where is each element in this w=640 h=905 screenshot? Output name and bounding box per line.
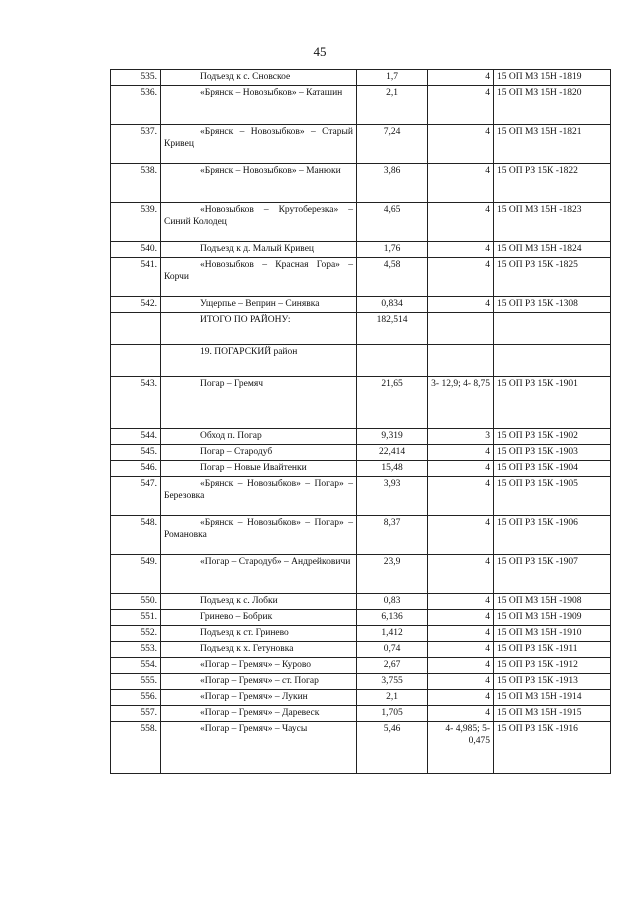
road-id-code: 15 ОП РЗ 15К -1911 [497,644,578,654]
road-length: 3,86 [383,166,401,176]
road-length-cell [357,203,428,242]
row-number-cell [111,706,161,722]
row-number: 552. [140,628,157,638]
road-category-cell [428,297,494,313]
road-category: 4 [485,260,490,270]
road-length: 23,9 [383,557,401,567]
row-number: 549. [140,557,157,567]
table-row [111,594,611,610]
road-id-code: 15 ОП МЗ 15Н -1823 [497,205,582,215]
road-id-code: 15 ОП РЗ 15К -1905 [497,479,578,489]
road-category-cell [428,674,494,690]
road-name: Подъезд к х. Гетуновка [200,644,294,654]
road-id-code: 15 ОП МЗ 15Н -1909 [497,612,582,622]
road-name-cell [161,516,357,555]
road-category: 4 [485,166,490,176]
road-name: «Брянск – Новозыбков» – Погар» – Березовка [164,479,353,501]
road-name-cell [161,258,357,297]
road-id-code-cell [494,164,611,203]
road-length: 4,58 [383,260,401,270]
road-id-code: 15 ОП РЗ 15К -1902 [497,431,578,441]
road-length: 4,65 [383,205,401,215]
road-name-cell [161,242,357,258]
row-number: 545. [140,447,157,457]
row-number: 535. [140,72,157,82]
road-name-cell [161,164,357,203]
road-name: ИТОГО ПО РАЙОНУ: [200,315,291,325]
road-id-code: 15 ОП РЗ 15К -1906 [497,518,578,528]
road-id-code-cell [494,642,611,658]
road-length: 1,76 [383,244,401,254]
road-name-cell [161,722,357,774]
road-id-code: 15 ОП РЗ 15К -1907 [497,557,578,567]
road-name-cell [161,429,357,445]
road-length: 2,67 [383,660,401,670]
road-category: 4 [485,596,490,606]
table-row [111,203,611,242]
road-id-code: 15 ОП МЗ 15Н -1914 [497,692,582,702]
road-id-code-cell [494,313,611,345]
road-id-code-cell [494,345,611,377]
road-length: 182,514 [376,315,408,325]
road-id-code: 15 ОП МЗ 15Н -1908 [497,596,582,606]
table-row [111,242,611,258]
road-category: 4 [485,447,490,457]
road-category-cell [428,125,494,164]
road-length-cell [357,626,428,642]
road-id-code-cell [494,516,611,555]
road-length-cell [357,555,428,594]
road-name-cell [161,297,357,313]
road-length-cell [357,690,428,706]
road-name: «Погар – Гремяч» – Даревеск [200,708,320,718]
road-category: 4 [485,205,490,215]
page-number: 45 [313,44,327,59]
row-number: 550. [140,596,157,606]
row-number-cell [111,461,161,477]
table-row [111,706,611,722]
road-length-cell [357,722,428,774]
road-id-code: 15 ОП РЗ 15К -1913 [497,676,578,686]
table-row [111,445,611,461]
road-category-cell [428,626,494,642]
road-id-code: 15 ОП РЗ 15К -1916 [497,724,578,734]
road-length-cell [357,258,428,297]
road-name: «Погар – Гремяч» – Чаусы [200,724,308,734]
road-name: Подъезд к ст. Гринево [200,628,289,638]
road-id-code-cell [494,377,611,429]
row-number-cell [111,70,161,86]
road-id-code: 15 ОП МЗ 15Н -1910 [497,628,582,638]
row-number-cell [111,555,161,594]
road-id-code: 15 ОП МЗ 15Н -1820 [497,88,582,98]
road-id-code-cell [494,658,611,674]
road-name-cell [161,203,357,242]
road-category: 4 [485,463,490,473]
row-number: 540. [140,244,157,254]
row-number-cell [111,594,161,610]
road-length-cell [357,345,428,377]
road-category-cell [428,658,494,674]
road-category-cell [428,86,494,125]
road-length-cell [357,516,428,555]
road-length-cell [357,610,428,626]
road-name: Погар – Гремяч [200,379,263,389]
road-name: «Погар – Гремяч» – ст. Погар [200,676,319,686]
road-category-cell [428,70,494,86]
row-number-cell [111,377,161,429]
row-number-cell [111,242,161,258]
row-number: 539. [140,205,157,215]
road-length: 2,1 [386,692,398,702]
road-name-cell [161,626,357,642]
road-length-cell [357,445,428,461]
road-category: 4 [485,660,490,670]
roads-table [110,69,611,774]
row-number: 543. [140,379,157,389]
table-row [111,610,611,626]
table-row [111,555,611,594]
road-category: 4 [485,628,490,638]
road-id-code-cell [494,297,611,313]
road-id-code: 15 ОП РЗ 15К -1904 [497,463,578,473]
road-name: 19. ПОГАРСКИЙ район [200,347,298,357]
road-name: Погар – Новые Ивайтенки [200,463,307,473]
row-number-cell [111,297,161,313]
road-category-cell [428,242,494,258]
road-category-cell [428,203,494,242]
road-name-cell [161,377,357,429]
row-number-cell [111,345,161,377]
road-id-code: 15 ОП РЗ 15К -1308 [497,299,578,309]
road-name-cell [161,477,357,516]
road-name-cell [161,610,357,626]
road-id-code-cell [494,674,611,690]
road-length: 21,65 [381,379,403,389]
row-number: 557. [140,708,157,718]
table-row [111,429,611,445]
road-name-cell [161,313,357,345]
road-length-cell [357,461,428,477]
road-category-cell [428,690,494,706]
road-category-cell [428,445,494,461]
road-category: 4 [485,644,490,654]
road-length-cell [357,674,428,690]
road-category-cell [428,164,494,203]
road-name: Обход п. Погар [200,431,262,441]
row-number-cell [111,658,161,674]
row-number: 536. [140,88,157,98]
table-row [111,722,611,774]
road-id-code-cell [494,722,611,774]
road-length-cell [357,594,428,610]
row-number-cell [111,445,161,461]
road-id-code-cell [494,86,611,125]
road-length: 5,46 [383,724,401,734]
table-row [111,345,611,377]
road-length-cell [357,297,428,313]
road-id-code: 15 ОП РЗ 15К -1825 [497,260,578,270]
road-id-code-cell [494,610,611,626]
road-id-code: 15 ОП РЗ 15К -1903 [497,447,578,457]
road-category: 4 [485,72,490,82]
row-number-cell [111,125,161,164]
road-category-cell [428,258,494,297]
row-number: 538. [140,166,157,176]
road-id-code: 15 ОП РЗ 15К -1912 [497,660,578,670]
road-length: 1,412 [381,628,403,638]
road-id-code: 15 ОП МЗ 15Н -1819 [497,72,582,82]
row-number-cell [111,642,161,658]
road-id-code: 15 ОП МЗ 15Н -1824 [497,244,582,254]
table-row [111,164,611,203]
road-length-cell [357,706,428,722]
road-length: 3,93 [383,479,401,489]
row-number: 542. [140,299,157,309]
road-category: 4 [485,557,490,567]
table-row [111,516,611,555]
road-id-code: 15 ОП РЗ 15К -1822 [497,166,578,176]
road-category-cell [428,377,494,429]
road-category-cell [428,706,494,722]
road-length-cell [357,642,428,658]
road-name: «Новозыбков – Красная Гора» – Корчи [164,260,353,282]
road-name: «Брянск – Новозыбков» – Погар» – Романовка [164,518,353,540]
table-row [111,674,611,690]
road-length-cell [357,313,428,345]
road-category-cell [428,610,494,626]
road-length: 3,755 [381,676,403,686]
road-id-code-cell [494,690,611,706]
road-name-cell [161,125,357,164]
road-id-code-cell [494,477,611,516]
road-category-cell [428,594,494,610]
road-id-code: 15 ОП МЗ 15Н -1821 [497,127,582,137]
road-length-cell [357,242,428,258]
road-id-code-cell [494,461,611,477]
road-length: 7,24 [383,127,401,137]
road-name: «Брянск – Новозыбков» – Каташин [200,88,343,98]
road-name: «Погар – Стародуб» – Андрейковичи [200,557,351,567]
row-number-cell [111,477,161,516]
row-number-cell [111,429,161,445]
row-number: 546. [140,463,157,473]
road-length: 22,414 [378,447,406,457]
table-row [111,86,611,125]
row-number-cell [111,674,161,690]
road-length-cell [357,70,428,86]
road-id-code-cell [494,70,611,86]
row-number-cell [111,516,161,555]
road-name: Подъезд к с. Лобки [200,596,278,606]
road-id-code-cell [494,555,611,594]
row-number-cell [111,164,161,203]
road-length: 0,74 [383,644,401,654]
road-category: 4 [485,612,490,622]
road-name: «Новозыбков – Крутоберезка» – Синий Колодец [164,205,353,227]
road-name-cell [161,594,357,610]
road-category: 4 [485,518,490,528]
row-number: 541. [140,260,157,270]
road-category-cell [428,345,494,377]
road-length: 0,83 [383,596,401,606]
table-row [111,461,611,477]
table-row [111,690,611,706]
road-id-code-cell [494,242,611,258]
road-id-code-cell [494,594,611,610]
road-category: 4 [485,299,490,309]
road-name-cell [161,555,357,594]
road-category-cell [428,555,494,594]
table-row [111,377,611,429]
road-category-cell [428,722,494,774]
road-length-cell [357,125,428,164]
table-row [111,70,611,86]
road-length: 8,37 [383,518,401,528]
row-number-cell [111,86,161,125]
road-category: 4- 4,985; 5- 0,475 [445,724,490,746]
road-length: 1,705 [381,708,403,718]
road-id-code-cell [494,706,611,722]
road-category: 4 [485,479,490,489]
row-number: 558. [140,724,157,734]
row-number-cell [111,313,161,345]
row-number-cell [111,258,161,297]
road-id-code: 15 ОП РЗ 15К -1901 [497,379,578,389]
row-number: 556. [140,692,157,702]
table-row [111,313,611,345]
row-number: 553. [140,644,157,654]
road-length-cell [357,377,428,429]
road-category: 4 [485,88,490,98]
road-length-cell [357,429,428,445]
road-name: «Погар – Гремяч» – Лукин [200,692,308,702]
table-row [111,258,611,297]
road-category-cell [428,477,494,516]
road-length: 1,7 [386,72,398,82]
table-row [111,626,611,642]
road-name-cell [161,658,357,674]
road-name: Погар – Стародуб [200,447,273,457]
row-number: 547. [140,479,157,489]
road-name: Гринево – Бобрик [200,612,273,622]
row-number-cell [111,690,161,706]
road-name: Ущерпье – Веприн – Синявка [200,299,320,309]
road-name-cell [161,706,357,722]
road-category: 4 [485,692,490,702]
road-length: 15,48 [381,463,403,473]
road-id-code: 15 ОП МЗ 15Н -1915 [497,708,582,718]
road-length-cell [357,86,428,125]
row-number: 554. [140,660,157,670]
table-row [111,658,611,674]
road-name-cell [161,70,357,86]
road-name: «Брянск – Новозыбков» – Старый Кривец [164,127,353,149]
road-name: «Брянск – Новозыбков» – Манюки [200,166,341,176]
road-name: «Погар – Гремяч» – Курово [200,660,312,670]
road-category: 4 [485,244,490,254]
road-name-cell [161,445,357,461]
table-row [111,297,611,313]
road-length: 0,834 [381,299,403,309]
road-name-cell [161,674,357,690]
table-row [111,477,611,516]
table-row [111,125,611,164]
road-length-cell [357,658,428,674]
roads-table-body [111,70,611,774]
road-id-code-cell [494,429,611,445]
road-length-cell [357,477,428,516]
road-name-cell [161,690,357,706]
row-number: 551. [140,612,157,622]
road-category-cell [428,313,494,345]
road-id-code-cell [494,203,611,242]
road-category: 4 [485,676,490,686]
road-id-code-cell [494,125,611,164]
road-id-code-cell [494,626,611,642]
row-number-cell [111,722,161,774]
road-name-cell [161,642,357,658]
row-number-cell [111,610,161,626]
road-category-cell [428,429,494,445]
row-number: 544. [140,431,157,441]
row-number-cell [111,203,161,242]
road-category: 4 [485,708,490,718]
row-number-cell [111,626,161,642]
row-number: 548. [140,518,157,528]
road-length-cell [357,164,428,203]
road-category: 3 [485,431,490,441]
road-id-code-cell [494,445,611,461]
road-length: 6,136 [381,612,403,622]
table-row [111,642,611,658]
row-number: 555. [140,676,157,686]
road-name-cell [161,461,357,477]
road-length: 2,1 [386,88,398,98]
road-category-cell [428,516,494,555]
road-category-cell [428,461,494,477]
road-name: Подъезд к д. Малый Кривец [200,244,315,254]
road-category: 3- 12,9; 4- 8,75 [431,379,490,389]
road-category: 4 [485,127,490,137]
road-name-cell [161,345,357,377]
road-category-cell [428,642,494,658]
road-name: Подъезд к с. Сновское [200,72,291,82]
road-name-cell [161,86,357,125]
road-id-code-cell [494,258,611,297]
road-length: 9,319 [381,431,403,441]
row-number: 537. [140,127,157,137]
